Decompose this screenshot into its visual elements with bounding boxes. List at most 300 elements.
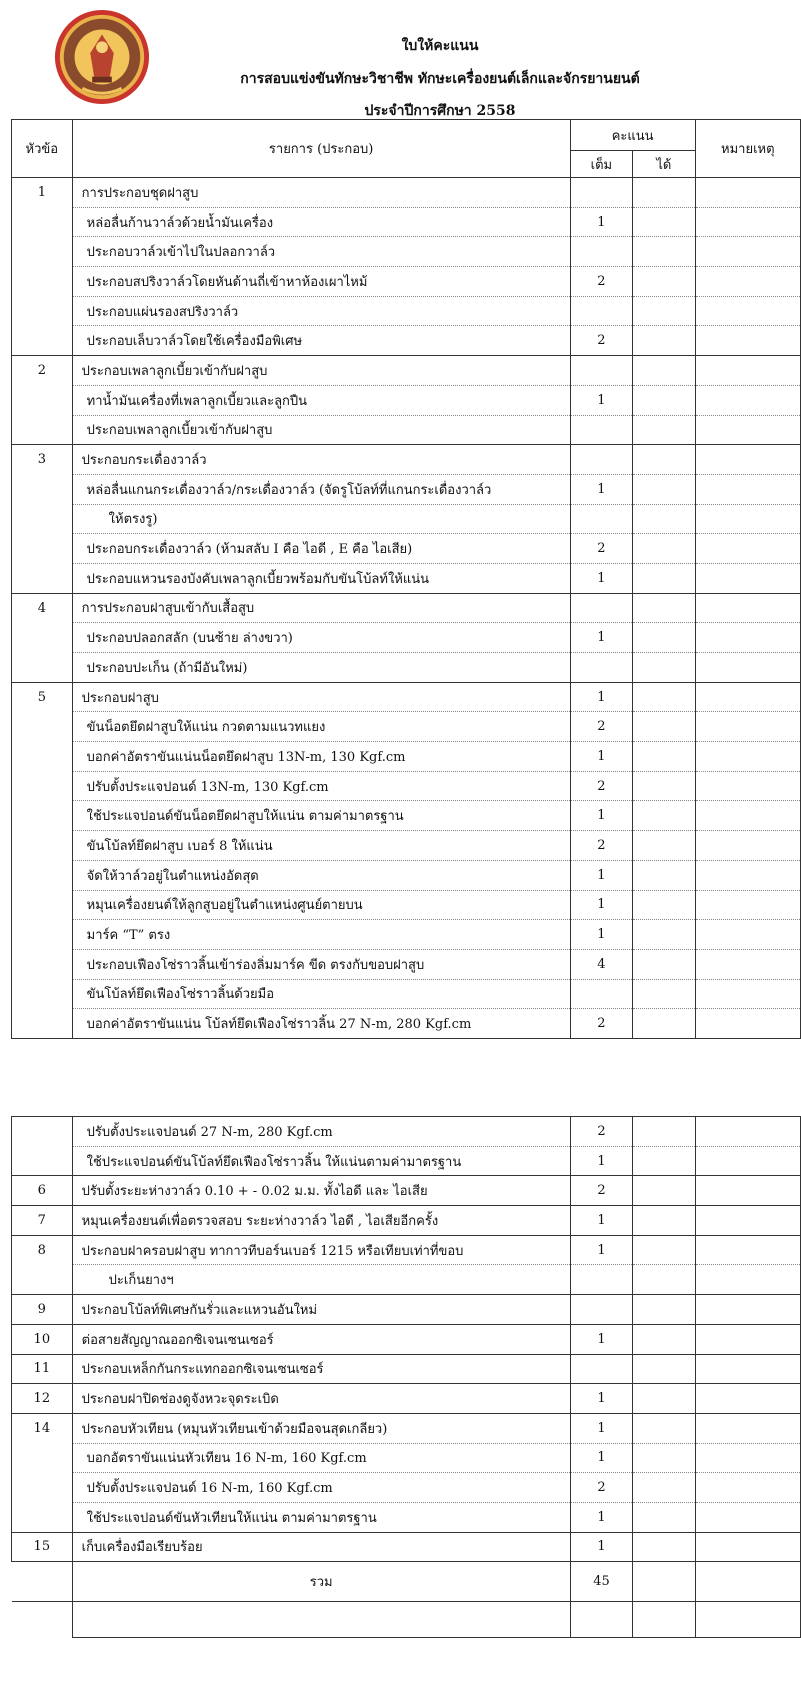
row-got-score: [633, 890, 695, 920]
table-row: [12, 1146, 801, 1176]
col-header-no: หัวข้อ: [12, 120, 73, 178]
row-note: [695, 1384, 800, 1414]
table-row: [12, 563, 801, 593]
row-note: [695, 949, 800, 979]
row-note: [695, 742, 800, 772]
table-row: [12, 267, 801, 297]
row-item: [72, 890, 570, 920]
row-number: [12, 949, 73, 979]
table-row: [12, 1384, 801, 1414]
row-item: [72, 1176, 570, 1206]
table-row: [12, 860, 801, 890]
row-full-score: [570, 504, 633, 534]
table-row: [12, 356, 801, 386]
row-number: 3: [12, 445, 73, 475]
row-number: [12, 801, 73, 831]
col-header-score: คะแนน: [570, 120, 695, 151]
row-item: [72, 1473, 570, 1503]
table-row: [12, 1324, 801, 1354]
table-row: [12, 1413, 801, 1443]
row-item-text: ต่อสายสัญญาณออกซิเจนเซนเซอร์: [81, 1332, 274, 1348]
row-item: [72, 949, 570, 979]
row-item-text: ประกอบเล็บวาล์วโดยใช้เครื่องมือพิเศษ: [86, 334, 303, 350]
row-note: [695, 1532, 800, 1562]
row-got-score: [633, 712, 695, 742]
row-note: [695, 1235, 800, 1265]
row-item: [72, 474, 570, 504]
table-row: [12, 1009, 801, 1039]
row-got-score: [633, 623, 695, 653]
row-number: [12, 385, 73, 415]
row-full-score: [570, 296, 633, 326]
row-got-score: [633, 445, 695, 475]
table-row: [12, 1502, 801, 1532]
row-got-score: [633, 504, 695, 534]
row-full-score: 1: [570, 563, 633, 593]
score-table-part2: [11, 1116, 801, 1638]
row-full-score: 2: [570, 712, 633, 742]
row-item-text: ใช้ประแจปอนด์ขันโบ้ลท์ยึดเฟืองโซ่ราวลิ้น ให้แน่นตามค่ามาตรฐาน: [86, 1154, 462, 1170]
row-item: [72, 445, 570, 475]
row-full-score: 1: [570, 207, 633, 237]
row-number: [12, 920, 73, 950]
row-got-score: [633, 326, 695, 356]
row-item-text: ประกอบเพลาลูกเบี้ยวเข้ากับฝาสูบ: [86, 423, 273, 439]
row-full-score: [570, 237, 633, 267]
score-table-part1: [11, 119, 801, 1039]
row-item-text: จัดให้วาล์วอยู่ในตำแหน่งอัดสุด: [86, 868, 259, 884]
row-note: [695, 593, 800, 623]
row-got-score: [633, 178, 695, 208]
row-item-text: การประกอบชุดฝาสูบ: [81, 185, 199, 201]
row-full-score: 2: [570, 1176, 633, 1206]
row-item: [72, 1502, 570, 1532]
row-item: [72, 1146, 570, 1176]
row-item: [72, 653, 570, 683]
row-got-score: [633, 474, 695, 504]
row-got-score: [633, 979, 695, 1009]
table-row: [12, 207, 801, 237]
row-note: [695, 1117, 800, 1147]
row-number: 15: [12, 1532, 73, 1562]
row-item: [72, 860, 570, 890]
row-item: [72, 1413, 570, 1443]
row-number: 8: [12, 1235, 73, 1265]
row-item: [72, 623, 570, 653]
row-number: [12, 1443, 73, 1473]
row-number: [12, 326, 73, 356]
row-number: 5: [12, 682, 73, 712]
row-item: [72, 1443, 570, 1473]
row-item-text: ใช้ประแจปอนด์ขันน็อตยึดฝาสูบให้แน่น ตามค่ามาตรฐาน: [86, 809, 404, 825]
row-item: [72, 1295, 570, 1325]
row-number: [12, 831, 73, 861]
row-note: [695, 207, 800, 237]
row-item-text: ขันโบ้ลท์ยึดเฟืองโซ่ราวลิ้นด้วยมือ: [86, 987, 275, 1003]
row-full-score: 1: [570, 682, 633, 712]
row-note: [695, 415, 800, 445]
row-note: [695, 356, 800, 386]
table-row: [12, 1206, 801, 1236]
table-row: [12, 1235, 801, 1265]
row-note: [695, 178, 800, 208]
row-item-text: ประกอบหัวเทียน (หมุนหัวเทียนเข้าด้วยมือจนสุดเกลียว): [81, 1421, 388, 1437]
row-note: [695, 1176, 800, 1206]
row-item-text: ประกอบปะเก็น (ถ้ามีอันใหม่): [86, 660, 248, 676]
table-row: [12, 1295, 801, 1325]
row-number: [12, 860, 73, 890]
table-row: [12, 1354, 801, 1384]
row-item: [72, 385, 570, 415]
row-number: [12, 1265, 73, 1295]
table-row: [12, 682, 801, 712]
row-full-score: 1: [570, 1532, 633, 1562]
table-row: [12, 326, 801, 356]
row-item: [72, 1532, 570, 1562]
row-item-text: ประกอบฝาครอบฝาสูบ ทากาวทีบอร์นเบอร์ 1215 หรือเทียบเท่าที่ขอบ: [81, 1243, 464, 1259]
row-item-text: หล่อลื่นแกนกระเดื่องวาล์ว/กระเดื่องวาล์ว (จัดรูโบ้ลท์ที่แกนกระเดื่องวาล์ว: [86, 482, 492, 498]
row-got-score: [633, 860, 695, 890]
row-full-score: 1: [570, 1235, 633, 1265]
row-full-score: 1: [570, 623, 633, 653]
row-item-text: บอกค่าอัตราขันแน่น โบ้ลท์ยึดเฟืองโซ่ราวลิ้น 27 N-m, 280 Kgf.cm: [86, 1017, 472, 1033]
row-note: [695, 712, 800, 742]
row-note: [695, 326, 800, 356]
table-row: [12, 801, 801, 831]
row-item-text: บอกอัตราขันแน่นหัวเทียน 16 N-m, 160 Kgf.cm: [86, 1451, 367, 1467]
row-full-score: 1: [570, 890, 633, 920]
row-item: [72, 1324, 570, 1354]
row-full-score: 1: [570, 801, 633, 831]
table-row: [12, 593, 801, 623]
row-number: 9: [12, 1295, 73, 1325]
row-full-score: 4: [570, 949, 633, 979]
row-item-text: หล่อลื่นก้านวาล์วด้วยน้ำมันเครื่อง: [86, 215, 274, 231]
row-got-score: [633, 356, 695, 386]
row-got-score: [633, 831, 695, 861]
row-got-score: [633, 1384, 695, 1414]
row-number: [12, 653, 73, 683]
row-full-score: 2: [570, 1473, 633, 1503]
row-number: 11: [12, 1354, 73, 1384]
row-item: [72, 296, 570, 326]
row-item-text: ประกอบเหล็กกันกระแทกออกซิเจนเซนเซอร์: [81, 1362, 324, 1378]
row-full-score: [570, 415, 633, 445]
academic-year: ประจำปีการศึกษา 2558: [364, 103, 516, 119]
row-full-score: [570, 356, 633, 386]
row-item: [72, 534, 570, 564]
row-note: [695, 237, 800, 267]
row-item: [72, 712, 570, 742]
row-number: [12, 296, 73, 326]
row-item: [72, 742, 570, 772]
row-number: 1: [12, 178, 73, 208]
row-got-score: [633, 653, 695, 683]
row-got-score: [633, 1206, 695, 1236]
row-note: [695, 1324, 800, 1354]
row-got-score: [633, 771, 695, 801]
row-got-score: [633, 1473, 695, 1503]
row-got-score: [633, 296, 695, 326]
row-got-score: [633, 1324, 695, 1354]
row-note: [695, 801, 800, 831]
row-note: [695, 860, 800, 890]
row-note: [695, 979, 800, 1009]
row-item: [72, 1265, 570, 1295]
row-full-score: 1: [570, 920, 633, 950]
row-full-score: [570, 1295, 633, 1325]
row-full-score: 1: [570, 1146, 633, 1176]
row-item: [72, 801, 570, 831]
row-item: [72, 504, 570, 534]
row-got-score: [633, 1413, 695, 1443]
row-got-score: [633, 1117, 695, 1147]
row-got-score: [633, 1502, 695, 1532]
row-item: [72, 563, 570, 593]
row-full-score: 2: [570, 1009, 633, 1039]
row-item-text: ประกอบกระเดื่องวาล์ว (ห้ามสลับ I คือ ไอดี , E คือ ไอเสีย): [86, 542, 413, 558]
row-note: [695, 1502, 800, 1532]
vocational-commission-logo: [53, 8, 151, 106]
row-item-text: ปรับตั้งระยะห่างวาล์ว 0.10 + - 0.02 ม.ม. ทั้งไอดี และ ไอเสีย: [81, 1184, 428, 1200]
row-note: [695, 1206, 800, 1236]
row-note: [695, 1009, 800, 1039]
competition-title: การสอบแข่งขันทักษะวิชาชีพ ทักษะเครื่องยนต์เล็กและจักรยานยนต์: [240, 71, 640, 87]
row-full-score: 1: [570, 1206, 633, 1236]
row-got-score: [633, 949, 695, 979]
row-item: [72, 920, 570, 950]
row-got-score: [633, 237, 695, 267]
row-item: [72, 831, 570, 861]
row-item-text: ปะเก็นยางฯ: [108, 1273, 174, 1289]
row-full-score: 2: [570, 1117, 633, 1147]
row-item-text: ประกอบกระเดื่องวาล์ว: [81, 453, 207, 469]
row-got-score: [633, 593, 695, 623]
row-full-score: 2: [570, 326, 633, 356]
row-number: 14: [12, 1413, 73, 1443]
row-full-score: 2: [570, 771, 633, 801]
row-item-text: หมุนเครื่องยนต์ให้ลูกสูบอยู่ในตำแหน่งศูนย์ตายบน: [86, 898, 363, 914]
row-got-score: [633, 385, 695, 415]
row-item: [72, 415, 570, 445]
row-number: [12, 771, 73, 801]
row-item-text: ประกอบโบ้ลท์พิเศษกันรั่วและแหวนอันใหม่: [81, 1302, 318, 1318]
row-number: [12, 415, 73, 445]
table-row: [12, 1532, 801, 1562]
table-row: [12, 474, 801, 504]
total-note: [695, 1562, 800, 1602]
row-item: [72, 356, 570, 386]
row-note: [695, 771, 800, 801]
row-item: [72, 1354, 570, 1384]
table-row: [12, 1117, 801, 1147]
row-full-score: [570, 593, 633, 623]
row-item-text: มาร์ค “T” ตรง: [86, 928, 171, 944]
row-full-score: 1: [570, 742, 633, 772]
row-got-score: [633, 1295, 695, 1325]
row-item-text: ขันโบ้ลท์ยึดฝาสูบ เบอร์ 8 ให้แน่น: [86, 838, 273, 854]
row-number: 12: [12, 1384, 73, 1414]
table-row: [12, 385, 801, 415]
row-full-score: [570, 1354, 633, 1384]
row-item: [72, 178, 570, 208]
row-item-text: ประกอบแหวนรองบังคับเพลาลูกเบี้ยวพร้อมกับขันโบ้ลท์ให้แน่น: [86, 571, 430, 587]
table-row: [12, 653, 801, 683]
row-got-score: [633, 742, 695, 772]
table-row: [12, 1265, 801, 1295]
row-item-text: ประกอบปลอกสลัก (บนซ้าย ล่างขวา): [86, 631, 293, 647]
table-row: [12, 771, 801, 801]
row-got-score: [633, 563, 695, 593]
row-number: [12, 1502, 73, 1532]
row-got-score: [633, 1354, 695, 1384]
row-item-text: ประกอบสปริงวาล์วโดยหันด้านถี่เข้าหาห้องเผาไหม้: [86, 274, 368, 290]
row-note: [695, 1443, 800, 1473]
row-got-score: [633, 682, 695, 712]
row-note: [695, 920, 800, 950]
row-item: [72, 1117, 570, 1147]
col-header-item: รายการ (ประกอบ): [72, 120, 570, 178]
table-row: [12, 712, 801, 742]
row-note: [695, 1146, 800, 1176]
col-header-got: ได้: [633, 151, 695, 178]
row-got-score: [633, 415, 695, 445]
row-full-score: 1: [570, 1324, 633, 1354]
row-got-score: [633, 1176, 695, 1206]
row-item-text: เก็บเครื่องมือเรียบร้อย: [81, 1540, 203, 1556]
row-item: [72, 1009, 570, 1039]
row-note: [695, 296, 800, 326]
row-full-score: [570, 445, 633, 475]
table-row: [12, 296, 801, 326]
table-row: [12, 742, 801, 772]
row-got-score: [633, 920, 695, 950]
table-row: [12, 504, 801, 534]
row-number: [12, 563, 73, 593]
row-item-text: ขันน็อตยึดฝาสูบให้แน่น กวดตามแนวทแยง: [86, 720, 326, 736]
row-number: [12, 1146, 73, 1176]
row-item-text: ประกอบแผ่นรองสปริงวาล์ว: [86, 304, 239, 320]
row-number: [12, 474, 73, 504]
row-full-score: 1: [570, 474, 633, 504]
table-row: [12, 979, 801, 1009]
total-value: 45: [570, 1562, 633, 1602]
row-number: 4: [12, 593, 73, 623]
row-item: [72, 237, 570, 267]
row-number: 10: [12, 1324, 73, 1354]
row-got-score: [633, 1265, 695, 1295]
row-full-score: 1: [570, 1502, 633, 1532]
row-number: [12, 534, 73, 564]
row-note: [695, 1413, 800, 1443]
row-got-score: [633, 1146, 695, 1176]
row-full-score: 1: [570, 1413, 633, 1443]
row-item-text: ปรับตั้งประแจปอนด์ 27 N-m, 280 Kgf.cm: [86, 1124, 333, 1140]
row-note: [695, 682, 800, 712]
blank-row-note: [695, 1602, 800, 1638]
row-note: [695, 623, 800, 653]
row-number: 2: [12, 356, 73, 386]
table-row: [12, 237, 801, 267]
row-item-text: ประกอบเฟืองโซ่ราวลิ้นเข้าร่องลิ่มมาร์ค ขีด ตรงกับขอบฝาสูบ: [86, 957, 425, 973]
row-note: [695, 504, 800, 534]
row-item-text: ปรับตั้งประแจปอนด์ 16 N-m, 160 Kgf.cm: [86, 1481, 333, 1497]
row-item-text: ใช้ประแจปอนด์ขันหัวเทียนให้แน่น ตามค่ามาตรฐาน: [86, 1510, 377, 1526]
row-item-text: ประกอบวาล์วเข้าไปในปลอกวาล์ว: [86, 245, 276, 261]
row-number: [12, 1473, 73, 1503]
row-full-score: [570, 178, 633, 208]
row-item: [72, 1384, 570, 1414]
row-got-score: [633, 1235, 695, 1265]
table-row: [12, 1443, 801, 1473]
row-note: [695, 385, 800, 415]
row-item-text: ประกอบเพลาลูกเบี้ยวเข้ากับฝาสูบ: [81, 363, 268, 379]
row-item: [72, 593, 570, 623]
row-note: [695, 1265, 800, 1295]
row-item: [72, 682, 570, 712]
row-note: [695, 1295, 800, 1325]
row-item-text: ทาน้ำมันเครื่องที่เพลาลูกเบี้ยวและลูกปืน: [86, 393, 308, 409]
total-got: [633, 1562, 695, 1602]
row-full-score: 2: [570, 267, 633, 297]
row-got-score: [633, 534, 695, 564]
table-row: [12, 831, 801, 861]
row-item: [72, 1206, 570, 1236]
row-number: [12, 890, 73, 920]
blank-row-full: [570, 1602, 633, 1638]
row-number: [12, 742, 73, 772]
row-item-text: หมุนเครื่องยนต์เพื่อตรวจสอบ ระยะห่างวาล์ว ไอดี , ไอเสียอีกครั้ง: [81, 1213, 439, 1229]
row-note: [695, 563, 800, 593]
row-got-score: [633, 207, 695, 237]
row-item: [72, 207, 570, 237]
row-note: [695, 890, 800, 920]
row-note: [695, 267, 800, 297]
row-item-text: การประกอบฝาสูบเข้ากับเสื้อสูบ: [81, 601, 255, 617]
table-row: [12, 949, 801, 979]
col-header-full: เต็ม: [570, 151, 633, 178]
row-number: [12, 1117, 73, 1147]
row-full-score: 1: [570, 385, 633, 415]
row-number: [12, 712, 73, 742]
row-item: [72, 1235, 570, 1265]
table-row: [12, 890, 801, 920]
total-label: รวม: [72, 1562, 570, 1602]
row-note: [695, 1354, 800, 1384]
row-number: 6: [12, 1176, 73, 1206]
row-number: [12, 207, 73, 237]
table-row: [12, 623, 801, 653]
row-note: [695, 534, 800, 564]
table-row: [12, 445, 801, 475]
row-full-score: 1: [570, 860, 633, 890]
row-full-score: [570, 1265, 633, 1295]
row-note: [695, 653, 800, 683]
table-row: [12, 178, 801, 208]
row-full-score: [570, 979, 633, 1009]
row-note: [695, 831, 800, 861]
table-row: [12, 1176, 801, 1206]
row-full-score: 1: [570, 1443, 633, 1473]
row-item: [72, 267, 570, 297]
row-got-score: [633, 1532, 695, 1562]
row-got-score: [633, 801, 695, 831]
row-number: [12, 1009, 73, 1039]
row-item: [72, 979, 570, 1009]
row-item-text: บอกค่าอัตราขันแน่นน็อตยึดฝาสูบ 13N-m, 130 Kgf.cm: [86, 749, 406, 765]
table-row: [12, 1473, 801, 1503]
row-got-score: [633, 267, 695, 297]
